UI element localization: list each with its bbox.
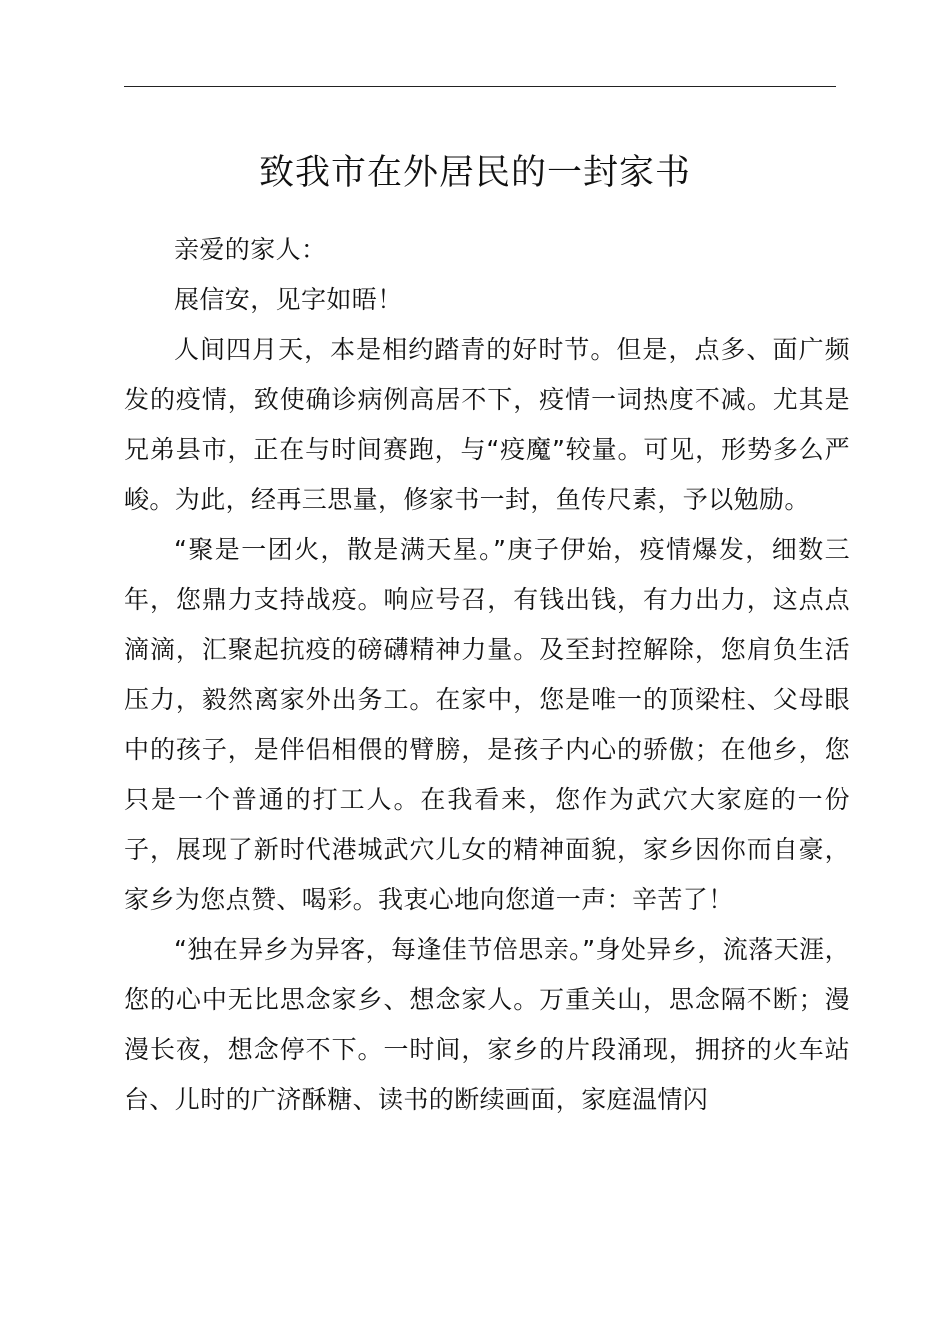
paragraph-3: “独在异乡为异客，每逢佳节倍思亲。”身处异乡，流落天涯，您的心中无比思念家乡、想念家人。万重关山，思念隔不断；漫漫长夜，想念停不下。一时间，家乡的片段涌现，拥挤的火车站台、儿时的广济酥糖、读书的断续画面，家庭温情闪 — [124, 935, 850, 1114]
letter-body — [124, 225, 850, 1125]
greeting: 展信安，见字如晤！ — [174, 285, 403, 314]
header-rule — [124, 86, 836, 87]
paragraph-1: 人间四月天，本是相约踏青的好时节。但是，点多、面广频发的疫情，致使确诊病例高居不下，疫情一词热度不减。尤其是兄弟县市，正在与时间赛跑，与“疫魔”较量。可见，形势多么严峻。为此，经再三思量，修家书一封，鱼传尺素，予以勉励。 — [124, 335, 850, 514]
document-title: 致我市在外居民的一封家书 — [258, 153, 691, 193]
paragraph-2: “聚是一团火，散是满天星。”庚子伊始，疫情爆发，细数三年，您鼎力支持战疫。响应号召，有钱出钱，有力出力，这点点滴滴，汇聚起抗疫的磅礴精神力量。及至封控解除，您肩负生活压力，毅然离家外出务工。在家中，您是唯一的顶梁柱、父母眼中的孩子，是伴侣相偎的臂膀，是孩子内心的骄傲；在他乡，您只是一个普通的打工人。在我看来，您作为武穴大家庭的一份子，展现了新时代港城武穴儿女的精神面貌，家乡因你而自豪，家乡为您点赞、喝彩。我衷心地向您道一声：辛苦了！ — [124, 535, 850, 914]
salutation: 亲爱的家人： — [174, 235, 327, 264]
